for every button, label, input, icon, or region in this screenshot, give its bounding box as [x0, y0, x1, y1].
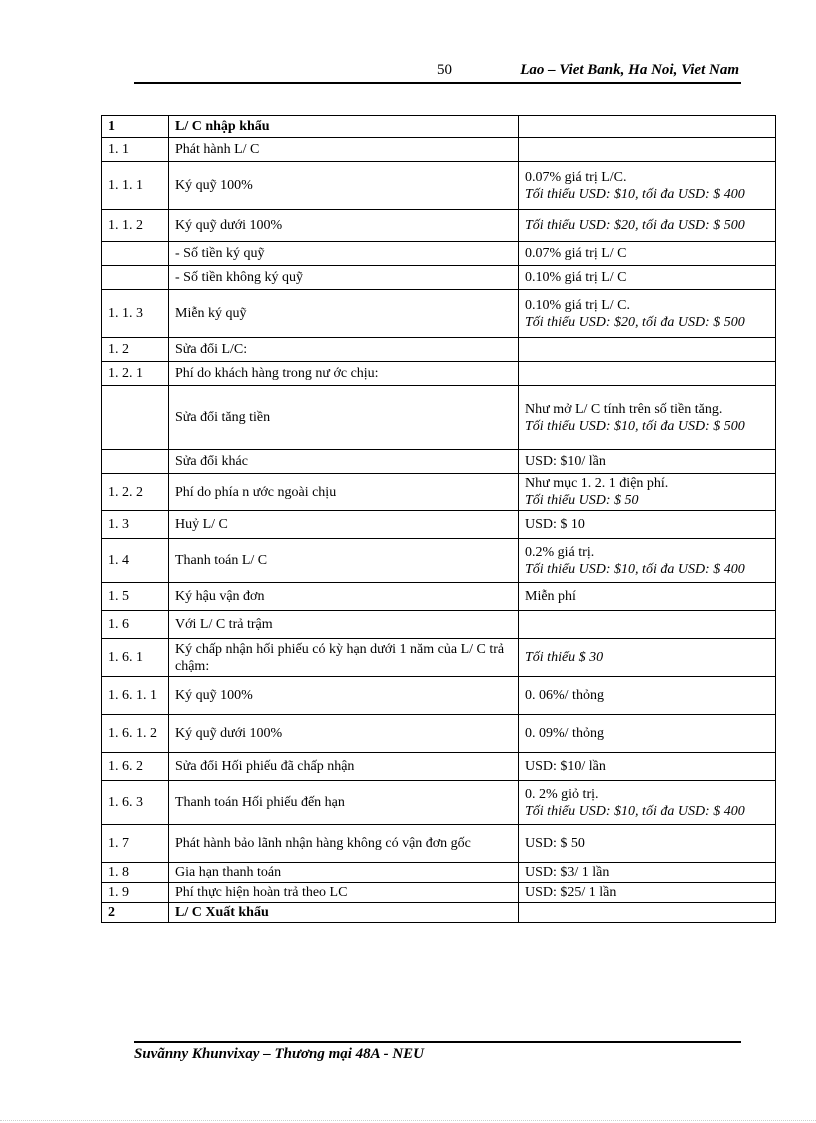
table-row	[102, 362, 776, 386]
row-number: 1. 6. 1. 2	[102, 715, 169, 753]
fee-table-body	[102, 116, 776, 923]
row-fee	[519, 386, 776, 450]
row-item: Thanh toán Hối phiếu đến hạn	[169, 781, 519, 825]
fee-line: 0. 09%/ thỏng	[525, 726, 604, 741]
row-fee	[519, 883, 776, 903]
fee-line: 0.07% giá trị L/ C	[525, 246, 627, 261]
table-row	[102, 474, 776, 511]
row-item: Thanh toán L/ C	[169, 539, 519, 583]
row-item: - Số tiền ký quỹ	[169, 242, 519, 266]
page-header	[134, 60, 741, 84]
row-number: 1. 1. 1	[102, 162, 169, 210]
row-number: 1. 6. 1	[102, 639, 169, 677]
row-number	[102, 242, 169, 266]
row-item: Với L/ C trả trậm	[169, 611, 519, 639]
table-row	[102, 677, 776, 715]
fee-line: 0.10% giá trị L/ C	[525, 270, 627, 285]
fee-line: Tối thiểu USD: $ 50	[525, 493, 639, 508]
table-row	[102, 162, 776, 210]
row-fee	[519, 611, 776, 639]
row-number: 1. 6	[102, 611, 169, 639]
table-row	[102, 781, 776, 825]
fee-line: USD: $ 10	[525, 517, 585, 532]
row-fee	[519, 290, 776, 338]
row-item: Ký hậu vận đơn	[169, 583, 519, 611]
row-fee	[519, 450, 776, 474]
row-number: 1. 2. 2	[102, 474, 169, 511]
row-number: 1. 2. 1	[102, 362, 169, 386]
table-row	[102, 863, 776, 883]
row-fee	[519, 903, 776, 923]
table-row	[102, 825, 776, 863]
row-fee	[519, 583, 776, 611]
footer-rule	[134, 1041, 741, 1043]
fee-line: USD: $25/ 1 lần	[525, 885, 617, 900]
row-fee	[519, 639, 776, 677]
row-fee	[519, 242, 776, 266]
row-number: 1. 1. 3	[102, 290, 169, 338]
fee-line: 0.10% giá trị L/ C.	[525, 297, 630, 313]
row-item: Phí do phía n ước ngoài chịu	[169, 474, 519, 511]
row-fee	[519, 210, 776, 242]
fee-line: Tối thiểu USD: $20, tối đa USD: $ 500	[525, 314, 745, 330]
row-number: 1. 1. 2	[102, 210, 169, 242]
row-item: Ký quỹ dưới 100%	[169, 715, 519, 753]
fee-line: Tối thiểu USD: $10, tối đa USD: $ 400	[525, 561, 745, 577]
table-row	[102, 116, 776, 138]
row-number: 1. 4	[102, 539, 169, 583]
fee-line: Tối thiểu USD: $10, tối đa USD: $ 500	[525, 418, 745, 434]
row-number: 1. 2	[102, 338, 169, 362]
row-fee	[519, 825, 776, 863]
row-number: 1	[102, 116, 169, 138]
row-fee	[519, 539, 776, 583]
fee-line: Miễn phí	[525, 589, 576, 604]
row-item: L/ C Xuất khẩu	[169, 903, 519, 923]
fee-line: Như mục 1. 2. 1 điện phí.	[525, 476, 669, 491]
fee-line: USD: $10/ lần	[525, 454, 606, 469]
row-fee	[519, 781, 776, 825]
row-number	[102, 386, 169, 450]
table-row	[102, 450, 776, 474]
row-item: Huỷ L/ C	[169, 511, 519, 539]
table-row	[102, 583, 776, 611]
table-row	[102, 883, 776, 903]
fee-line: 0. 2% giỏ trị.	[525, 786, 599, 802]
row-fee	[519, 715, 776, 753]
row-item: Phí thực hiện hoàn trả theo LC	[169, 883, 519, 903]
row-number: 1. 3	[102, 511, 169, 539]
row-number: 1. 9	[102, 883, 169, 903]
row-fee	[519, 162, 776, 210]
fee-line: USD: $10/ lần	[525, 759, 606, 774]
row-number: 1. 1	[102, 138, 169, 162]
table-row	[102, 266, 776, 290]
header-title: Lao – Viet Bank, Ha Noi, Viet Nam	[520, 62, 739, 78]
row-number	[102, 450, 169, 474]
table-row	[102, 511, 776, 539]
table-row	[102, 753, 776, 781]
row-item: L/ C nhập khẩu	[169, 116, 519, 138]
row-number: 1. 5	[102, 583, 169, 611]
row-item: Sửa đổi Hối phiếu đã chấp nhận	[169, 753, 519, 781]
table-row	[102, 715, 776, 753]
fee-line: USD: $ 50	[525, 836, 585, 851]
table-row	[102, 903, 776, 923]
footer-text: Suvãnny Khunvixay – Thương mại 48A - NEU	[134, 1046, 425, 1062]
fee-line: Tối thiểu USD: $10, tối đa USD: $ 400	[525, 186, 745, 202]
row-number	[102, 266, 169, 290]
table-row	[102, 386, 776, 450]
row-number: 1. 7	[102, 825, 169, 863]
row-fee	[519, 362, 776, 386]
row-number: 1. 8	[102, 863, 169, 883]
fee-line: USD: $3/ 1 lần	[525, 865, 610, 880]
row-item: Miễn ký quỹ	[169, 290, 519, 338]
table-row	[102, 611, 776, 639]
row-fee	[519, 863, 776, 883]
fee-line: 0.07% giá trị L/C.	[525, 169, 627, 185]
row-item: Sửa đổi khác	[169, 450, 519, 474]
row-number: 1. 6. 3	[102, 781, 169, 825]
row-item: Sửa đổi L/C:	[169, 338, 519, 362]
table-row	[102, 242, 776, 266]
row-number: 1. 6. 2	[102, 753, 169, 781]
row-item: Phát hành bảo lãnh nhận hàng không có vận đơn gốc	[169, 825, 519, 863]
row-fee	[519, 138, 776, 162]
row-item: Gia hạn thanh toán	[169, 863, 519, 883]
row-item: Ký chấp nhận hối phiếu có kỳ hạn dưới 1 năm của L/ C trả chậm:	[169, 639, 519, 677]
table-row	[102, 210, 776, 242]
row-item: Ký quỹ dưới 100%	[169, 210, 519, 242]
fee-line: Tối thiểu $ 30	[525, 650, 604, 665]
row-item: Ký quỹ 100%	[169, 162, 519, 210]
row-fee	[519, 266, 776, 290]
fee-line: Như mở L/ C tính trên số tiền tăng.	[525, 401, 723, 417]
table-row	[102, 539, 776, 583]
row-fee	[519, 116, 776, 138]
row-number: 1. 6. 1. 1	[102, 677, 169, 715]
row-item: Phí do khách hàng trong nư ớc chịu:	[169, 362, 519, 386]
row-item: - Số tiền không ký quỹ	[169, 266, 519, 290]
row-item: Sửa đổi tăng tiền	[169, 386, 519, 450]
row-fee	[519, 511, 776, 539]
table-row	[102, 290, 776, 338]
fee-line: 0. 06%/ thỏng	[525, 688, 604, 703]
table-row	[102, 138, 776, 162]
row-number: 2	[102, 903, 169, 923]
row-item: Ký quỹ 100%	[169, 677, 519, 715]
row-fee	[519, 474, 776, 511]
page-number: 50	[437, 62, 452, 78]
row-fee	[519, 677, 776, 715]
table-row	[102, 639, 776, 677]
fee-table	[101, 115, 776, 923]
fee-line: 0.2% giá trị.	[525, 544, 595, 560]
fee-line: Tối thiểu USD: $10, tối đa USD: $ 400	[525, 803, 745, 819]
row-item: Phát hành L/ C	[169, 138, 519, 162]
fee-line: Tối thiểu USD: $20, tối đa USD: $ 500	[525, 218, 745, 233]
page-bottom-border	[0, 1120, 816, 1121]
table-row	[102, 338, 776, 362]
row-fee	[519, 338, 776, 362]
row-fee	[519, 753, 776, 781]
